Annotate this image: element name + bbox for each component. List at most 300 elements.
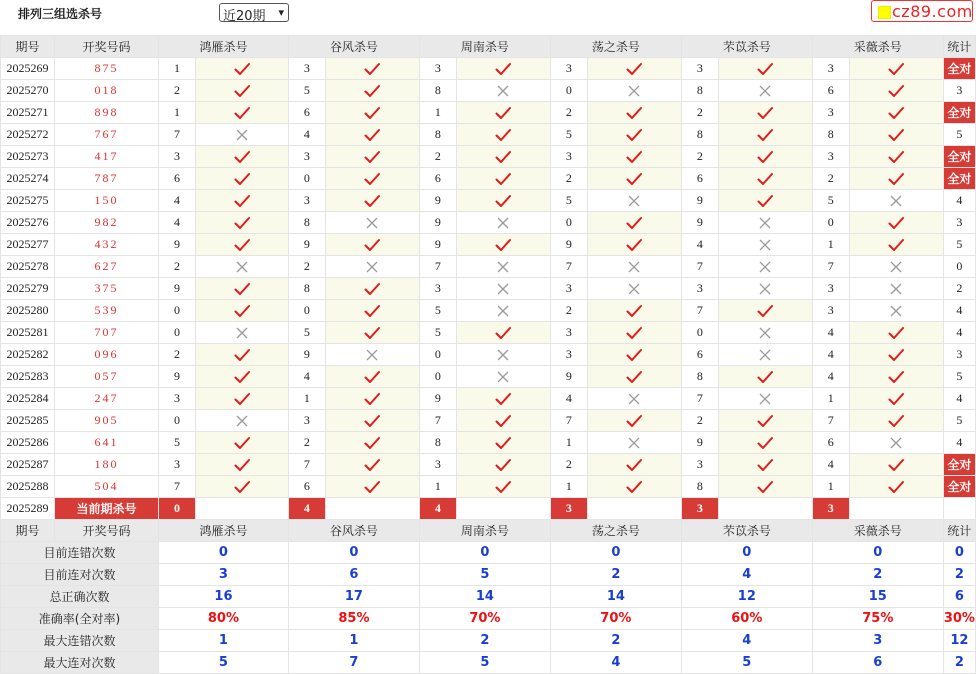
kill-number: 8 (288, 278, 325, 300)
summary-value: 0 (681, 542, 812, 564)
table-row (1, 388, 976, 410)
check-icon (495, 150, 511, 164)
summary-value: 12 (681, 586, 812, 608)
kill-number: 8 (419, 124, 456, 146)
header-expert: 荡之杀号 (550, 520, 681, 542)
kill-number: 9 (419, 212, 456, 234)
cross-icon (626, 282, 642, 296)
result-mark (587, 432, 681, 454)
check-icon (234, 62, 250, 76)
result-mark (718, 476, 812, 498)
check-icon (234, 238, 250, 252)
check-icon (626, 150, 642, 164)
kill-number: 3 (158, 146, 195, 168)
table-row (1, 366, 976, 388)
result-mark (325, 168, 419, 190)
kill-number: 4 (550, 388, 587, 410)
check-icon (626, 172, 642, 186)
result-mark (195, 278, 288, 300)
kill-number: 3 (812, 58, 849, 80)
summary-row (1, 586, 976, 608)
check-icon (888, 106, 904, 120)
check-icon (888, 414, 904, 428)
kill-number: 3 (288, 146, 325, 168)
kill-number: 3 (812, 278, 849, 300)
summary-value: 7 (288, 652, 419, 674)
cross-icon (234, 414, 250, 428)
cross-icon (757, 348, 773, 362)
site-logo[interactable] (871, 0, 973, 22)
kill-number: 8 (681, 476, 718, 498)
summary-stat: 12 (943, 630, 975, 652)
header-expert: 鸿雁杀号 (158, 520, 288, 542)
kill-number: 2 (681, 102, 718, 124)
check-icon (626, 326, 642, 340)
result-mark (849, 102, 943, 124)
summary-stat: 2 (943, 652, 975, 674)
cross-icon (495, 84, 511, 98)
summary-value: 6 (812, 652, 943, 674)
result-mark (587, 476, 681, 498)
kill-number: 2 (550, 300, 587, 322)
table-row (1, 102, 976, 124)
check-icon (757, 194, 773, 208)
cross-icon (234, 260, 250, 274)
table-header-row (1, 36, 976, 58)
draw-numbers: 787 (54, 168, 158, 190)
kill-number: 8 (681, 366, 718, 388)
check-icon (626, 216, 642, 230)
check-icon (888, 370, 904, 384)
summary-value: 60% (681, 608, 812, 630)
result-mark (325, 322, 419, 344)
result-mark (718, 322, 812, 344)
result-mark (195, 124, 288, 146)
summary-header-row (1, 520, 976, 542)
check-icon (888, 348, 904, 362)
result-mark (195, 344, 288, 366)
period-cell: 2025288 (1, 476, 55, 498)
summary-value: 1 (158, 630, 288, 652)
result-mark (718, 146, 812, 168)
check-icon (495, 106, 511, 120)
chevron-down-icon: ▾ (278, 6, 284, 19)
summary-stat: 0 (943, 542, 975, 564)
summary-value: 0 (419, 542, 550, 564)
result-mark (195, 256, 288, 278)
result-mark (718, 58, 812, 80)
result-mark (456, 410, 550, 432)
check-icon (234, 84, 250, 98)
cross-icon (495, 260, 511, 274)
kill-number: 3 (550, 278, 587, 300)
header-expert: 谷风杀号 (288, 36, 419, 58)
table-row (1, 234, 976, 256)
page-title: 排列三组选杀号 (18, 7, 103, 21)
kill-number: 7 (419, 410, 456, 432)
summary-value: 14 (550, 586, 681, 608)
period-cell: 2025273 (1, 146, 55, 168)
kill-number: 3 (550, 146, 587, 168)
draw-numbers: 375 (54, 278, 158, 300)
result-mark (195, 58, 288, 80)
kill-number: 0 (419, 344, 456, 366)
period-select[interactable] (219, 3, 289, 22)
stat-count: 3 (943, 80, 975, 102)
period-cell: 2025279 (1, 278, 55, 300)
kill-number: 4 (158, 212, 195, 234)
draw-numbers: 057 (54, 366, 158, 388)
kill-number: 7 (812, 410, 849, 432)
logo-square-icon (878, 6, 891, 19)
cross-icon (626, 436, 642, 450)
current-kill-number: 4 (288, 498, 325, 520)
result-mark (587, 366, 681, 388)
result-mark (325, 124, 419, 146)
result-mark (849, 256, 943, 278)
result-mark (325, 102, 419, 124)
draw-numbers: 905 (54, 410, 158, 432)
cross-icon (495, 304, 511, 318)
cross-icon (888, 194, 904, 208)
period-cell: 2025269 (1, 58, 55, 80)
current-period-row (1, 498, 976, 520)
kill-number: 2 (158, 344, 195, 366)
period-select-value: 近20期 (223, 9, 266, 24)
summary-row (1, 542, 976, 564)
draw-numbers: 018 (54, 80, 158, 102)
cross-icon (234, 128, 250, 142)
kill-number: 3 (288, 410, 325, 432)
result-mark (849, 278, 943, 300)
result-mark (325, 300, 419, 322)
summary-value: 17 (288, 586, 419, 608)
result-mark (195, 366, 288, 388)
result-mark (849, 432, 943, 454)
cross-icon (757, 216, 773, 230)
result-mark (325, 212, 419, 234)
check-icon (888, 480, 904, 494)
current-blank (718, 498, 812, 520)
draw-numbers: 707 (54, 322, 158, 344)
summary-value: 2 (550, 564, 681, 586)
check-icon (495, 128, 511, 142)
check-icon (495, 436, 511, 450)
result-mark (195, 476, 288, 498)
check-icon (495, 194, 511, 208)
check-icon (888, 128, 904, 142)
cross-icon (495, 348, 511, 362)
check-icon (626, 458, 642, 472)
result-mark (718, 344, 812, 366)
cross-icon (495, 370, 511, 384)
kill-number: 4 (812, 344, 849, 366)
result-mark (587, 212, 681, 234)
all-correct-badge: 全对 (943, 102, 975, 124)
check-icon (626, 370, 642, 384)
result-mark (325, 388, 419, 410)
summary-value: 3 (812, 630, 943, 652)
period-cell: 2025274 (1, 168, 55, 190)
result-mark (718, 410, 812, 432)
kill-number: 4 (158, 190, 195, 212)
summary-stat: 2 (943, 564, 975, 586)
result-mark (195, 388, 288, 410)
check-icon (757, 436, 773, 450)
result-mark (587, 102, 681, 124)
period-cell: 2025286 (1, 432, 55, 454)
check-icon (757, 172, 773, 186)
result-mark (325, 476, 419, 498)
kill-number: 3 (550, 344, 587, 366)
check-icon (364, 282, 380, 296)
check-icon (757, 304, 773, 318)
summary-value: 2 (419, 630, 550, 652)
kill-number-table (0, 35, 976, 674)
stat-count: 5 (943, 234, 975, 256)
result-mark (456, 58, 550, 80)
result-mark (587, 454, 681, 476)
draw-numbers: 432 (54, 234, 158, 256)
summary-row (1, 652, 976, 674)
kill-number: 7 (288, 454, 325, 476)
period-cell: 2025284 (1, 388, 55, 410)
kill-number: 2 (158, 80, 195, 102)
table-row (1, 124, 976, 146)
period-cell: 2025270 (1, 80, 55, 102)
result-mark (195, 234, 288, 256)
kill-number: 9 (288, 234, 325, 256)
kill-number: 5 (288, 80, 325, 102)
result-mark (195, 322, 288, 344)
cross-icon (626, 260, 642, 274)
cross-icon (888, 304, 904, 318)
summary-value: 1 (288, 630, 419, 652)
check-icon (234, 172, 250, 186)
kill-number: 3 (550, 58, 587, 80)
header-expert: 芣苡杀号 (681, 520, 812, 542)
check-icon (234, 304, 250, 318)
kill-number: 5 (419, 322, 456, 344)
draw-numbers: 180 (54, 454, 158, 476)
check-icon (626, 480, 642, 494)
check-icon (888, 150, 904, 164)
kill-number: 7 (158, 124, 195, 146)
kill-number: 4 (812, 454, 849, 476)
kill-number: 3 (812, 146, 849, 168)
header-stat: 统计 (943, 520, 975, 542)
result-mark (456, 454, 550, 476)
result-mark (587, 146, 681, 168)
result-mark (195, 410, 288, 432)
cross-icon (888, 436, 904, 450)
result-mark (587, 80, 681, 102)
result-mark (587, 124, 681, 146)
draw-numbers: 096 (54, 344, 158, 366)
kill-number: 0 (550, 212, 587, 234)
result-mark (849, 80, 943, 102)
check-icon (234, 106, 250, 120)
kill-number: 6 (681, 168, 718, 190)
result-mark (718, 124, 812, 146)
check-icon (626, 304, 642, 318)
result-mark (849, 344, 943, 366)
stat-count: 5 (943, 124, 975, 146)
result-mark (849, 212, 943, 234)
kill-number: 2 (681, 146, 718, 168)
cross-icon (757, 260, 773, 274)
result-mark (718, 454, 812, 476)
result-mark (325, 146, 419, 168)
result-mark (587, 190, 681, 212)
check-icon (757, 414, 773, 428)
current-blank (849, 498, 943, 520)
kill-number: 3 (681, 58, 718, 80)
summary-value: 2 (550, 630, 681, 652)
result-mark (195, 432, 288, 454)
check-icon (364, 84, 380, 98)
period-cell: 2025280 (1, 300, 55, 322)
check-icon (234, 216, 250, 230)
kill-number: 1 (812, 476, 849, 498)
kill-number: 0 (158, 410, 195, 432)
summary-value: 5 (419, 564, 550, 586)
table-row (1, 432, 976, 454)
result-mark (325, 278, 419, 300)
check-icon (495, 238, 511, 252)
result-mark (849, 388, 943, 410)
result-mark (849, 300, 943, 322)
kill-number: 6 (288, 102, 325, 124)
summary-value: 0 (288, 542, 419, 564)
cross-icon (495, 282, 511, 296)
kill-number: 5 (550, 124, 587, 146)
kill-number: 5 (419, 300, 456, 322)
kill-number: 8 (288, 212, 325, 234)
current-kill-number: 3 (812, 498, 849, 520)
summary-row (1, 564, 976, 586)
result-mark (587, 388, 681, 410)
all-correct-badge: 全对 (943, 168, 975, 190)
header-expert: 荡之杀号 (550, 36, 681, 58)
header-expert: 鸿雁杀号 (158, 36, 288, 58)
cross-icon (626, 392, 642, 406)
kill-number: 2 (681, 410, 718, 432)
kill-number: 9 (681, 190, 718, 212)
kill-number: 3 (681, 278, 718, 300)
summary-label: 最大连错次数 (1, 630, 159, 652)
check-icon (757, 370, 773, 384)
kill-number: 9 (158, 366, 195, 388)
kill-number: 2 (288, 256, 325, 278)
result-mark (456, 256, 550, 278)
check-icon (495, 62, 511, 76)
kill-number: 1 (550, 432, 587, 454)
cross-icon (234, 326, 250, 340)
summary-value: 4 (681, 630, 812, 652)
kill-number: 9 (681, 212, 718, 234)
result-mark (195, 80, 288, 102)
table-row (1, 278, 976, 300)
table-row (1, 58, 976, 80)
check-icon (364, 436, 380, 450)
result-mark (456, 190, 550, 212)
check-icon (234, 392, 250, 406)
check-icon (495, 326, 511, 340)
kill-number: 9 (550, 234, 587, 256)
result-mark (195, 146, 288, 168)
result-mark (718, 212, 812, 234)
cross-icon (757, 326, 773, 340)
result-mark (718, 300, 812, 322)
kill-number: 4 (812, 366, 849, 388)
period-cell: 2025276 (1, 212, 55, 234)
header-expert: 周南杀号 (419, 36, 550, 58)
result-mark (456, 476, 550, 498)
result-mark (456, 168, 550, 190)
summary-value: 0 (812, 542, 943, 564)
result-mark (325, 410, 419, 432)
check-icon (234, 436, 250, 450)
result-mark (456, 278, 550, 300)
summary-value: 75% (812, 608, 943, 630)
kill-number: 5 (812, 190, 849, 212)
check-icon (757, 150, 773, 164)
check-icon (888, 392, 904, 406)
result-mark (849, 454, 943, 476)
kill-number: 2 (550, 168, 587, 190)
summary-row (1, 630, 976, 652)
all-correct-badge: 全对 (943, 454, 975, 476)
cross-icon (364, 348, 380, 362)
check-icon (757, 62, 773, 76)
kill-number: 8 (681, 80, 718, 102)
result-mark (718, 102, 812, 124)
summary-label: 最大连对次数 (1, 652, 159, 674)
current-blank (195, 498, 288, 520)
header-expert: 采薇杀号 (812, 36, 943, 58)
table-row (1, 80, 976, 102)
cross-icon (364, 260, 380, 274)
summary-value: 5 (681, 652, 812, 674)
stat-count: 5 (943, 366, 975, 388)
kill-number: 3 (419, 58, 456, 80)
kill-number: 9 (158, 278, 195, 300)
kill-number: 7 (681, 388, 718, 410)
all-correct-badge: 全对 (943, 146, 975, 168)
result-mark (718, 388, 812, 410)
kill-number: 6 (419, 168, 456, 190)
summary-value: 70% (550, 608, 681, 630)
all-correct-badge: 全对 (943, 58, 975, 80)
kill-number: 3 (158, 454, 195, 476)
result-mark (587, 234, 681, 256)
kill-number: 0 (158, 322, 195, 344)
kill-number: 3 (812, 300, 849, 322)
cross-icon (364, 216, 380, 230)
draw-numbers: 150 (54, 190, 158, 212)
cross-icon (888, 282, 904, 296)
result-mark (718, 168, 812, 190)
draw-numbers: 539 (54, 300, 158, 322)
cross-icon (757, 282, 773, 296)
summary-value: 15 (812, 586, 943, 608)
result-mark (718, 432, 812, 454)
result-mark (849, 190, 943, 212)
kill-number: 6 (812, 432, 849, 454)
check-icon (234, 282, 250, 296)
kill-number: 2 (158, 256, 195, 278)
